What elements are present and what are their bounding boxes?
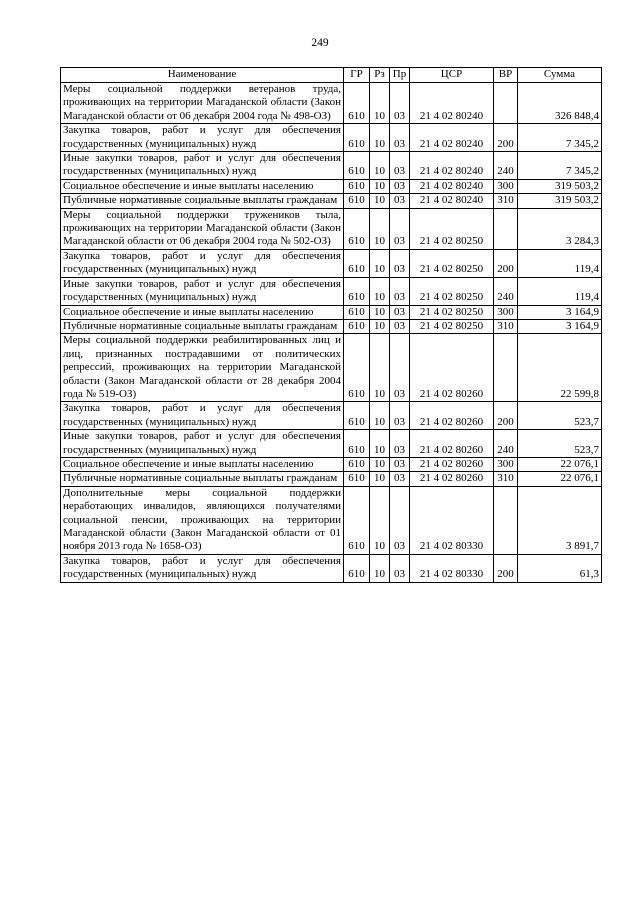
- row-sum: 22 076,1: [518, 457, 602, 471]
- row-csr: 21 4 02 80260: [410, 472, 494, 486]
- row-sum: 3 164,9: [518, 305, 602, 319]
- table-row: [61, 430, 602, 458]
- row-vr: 200: [494, 554, 518, 582]
- row-gr: 610: [344, 277, 370, 305]
- row-csr: 21 4 02 80260: [410, 402, 494, 430]
- row-rz: 10: [370, 208, 390, 249]
- row-pr: 03: [390, 124, 410, 152]
- header-csr: ЦСР: [410, 68, 494, 83]
- row-vr: 310: [494, 472, 518, 486]
- row-rz: 10: [370, 305, 390, 319]
- row-rz: 10: [370, 124, 390, 152]
- row-csr: 21 4 02 80240: [410, 194, 494, 208]
- row-csr: 21 4 02 80260: [410, 334, 494, 402]
- row-rz: 10: [370, 194, 390, 208]
- table-row: [61, 83, 602, 124]
- table-row: [61, 124, 602, 152]
- row-gr: 610: [344, 305, 370, 319]
- row-rz: 10: [370, 249, 390, 277]
- row-pr: 03: [390, 249, 410, 277]
- table-row: [61, 152, 602, 180]
- row-name: Иные закупки товаров, работ и услуг для обеспечения государственных (муниципальных) нужд: [61, 277, 344, 305]
- row-pr: 03: [390, 319, 410, 333]
- row-name: Закупка товаров, работ и услуг для обеспечения государственных (муниципальных) нужд: [61, 554, 344, 582]
- row-gr: 610: [344, 83, 370, 124]
- row-csr: 21 4 02 80250: [410, 319, 494, 333]
- row-vr: [494, 334, 518, 402]
- row-pr: 03: [390, 402, 410, 430]
- row-name: Иные закупки товаров, работ и услуг для обеспечения государственных (муниципальных) нужд: [61, 152, 344, 180]
- row-rz: 10: [370, 179, 390, 193]
- header-vr: ВР: [494, 68, 518, 83]
- row-vr: 200: [494, 249, 518, 277]
- table-row: [61, 486, 602, 554]
- row-gr: 610: [344, 472, 370, 486]
- row-name: Меры социальной поддержки реабилитированных лиц и лиц, признанных пострадавшими от политических репрессий, проживающих на территории Магаданской области (Закон Магаданской области от 28 декабря 2004 года № 519-ОЗ): [61, 334, 344, 402]
- row-sum: 61,3: [518, 554, 602, 582]
- row-rz: 10: [370, 554, 390, 582]
- row-name: Дополнительные меры социальной поддержки неработающих инвалидов, являющихся получателями социальной пенсии, проживающих на территории Магаданской области (Закон Магаданской области от 01 ноября 2013 года № 1658-ОЗ): [61, 486, 344, 554]
- row-csr: 21 4 02 80240: [410, 152, 494, 180]
- table-row: [61, 554, 602, 582]
- row-pr: 03: [390, 334, 410, 402]
- row-csr: 21 4 02 80240: [410, 83, 494, 124]
- row-name: Социальное обеспечение и иные выплаты населению: [61, 179, 344, 193]
- row-rz: 10: [370, 402, 390, 430]
- row-vr: 240: [494, 152, 518, 180]
- row-sum: 3 164,9: [518, 319, 602, 333]
- table-row: [61, 249, 602, 277]
- row-vr: 300: [494, 457, 518, 471]
- row-csr: 21 4 02 80240: [410, 124, 494, 152]
- row-sum: 22 599,8: [518, 334, 602, 402]
- table-row: [61, 277, 602, 305]
- row-gr: 610: [344, 208, 370, 249]
- row-gr: 610: [344, 430, 370, 458]
- header-gr: ГР: [344, 68, 370, 83]
- row-gr: 610: [344, 249, 370, 277]
- header-pr: Пр: [390, 68, 410, 83]
- row-rz: 10: [370, 277, 390, 305]
- row-sum: 319 503,2: [518, 179, 602, 193]
- row-vr: 240: [494, 277, 518, 305]
- row-csr: 21 4 02 80330: [410, 486, 494, 554]
- header-rz: Рз: [370, 68, 390, 83]
- row-name: Иные закупки товаров, работ и услуг для обеспечения государственных (муниципальных) нужд: [61, 430, 344, 458]
- header-sum: Сумма: [518, 68, 602, 83]
- row-gr: 610: [344, 554, 370, 582]
- table-row: [61, 208, 602, 249]
- row-name: Публичные нормативные социальные выплаты гражданам: [61, 319, 344, 333]
- table-row: [61, 457, 602, 471]
- row-vr: [494, 486, 518, 554]
- row-csr: 21 4 02 80240: [410, 179, 494, 193]
- table-row: [61, 194, 602, 208]
- row-vr: 240: [494, 430, 518, 458]
- row-vr: 300: [494, 305, 518, 319]
- row-pr: 03: [390, 472, 410, 486]
- row-csr: 21 4 02 80250: [410, 208, 494, 249]
- row-name: Меры социальной поддержки тружеников тыла, проживающих на территории Магаданской области (Закон Магаданской области от 06 декабря 2004 года № 502-ОЗ): [61, 208, 344, 249]
- row-gr: 610: [344, 402, 370, 430]
- table-body: [61, 83, 602, 583]
- row-pr: 03: [390, 486, 410, 554]
- row-pr: 03: [390, 208, 410, 249]
- row-csr: 21 4 02 80330: [410, 554, 494, 582]
- row-pr: 03: [390, 179, 410, 193]
- row-sum: 119,4: [518, 277, 602, 305]
- row-vr: 200: [494, 402, 518, 430]
- row-pr: 03: [390, 554, 410, 582]
- row-vr: 310: [494, 319, 518, 333]
- row-sum: 3 284,3: [518, 208, 602, 249]
- row-sum: 3 891,7: [518, 486, 602, 554]
- row-rz: 10: [370, 430, 390, 458]
- row-gr: 610: [344, 486, 370, 554]
- row-sum: 319 503,2: [518, 194, 602, 208]
- table-header-row: [61, 68, 602, 83]
- row-name: Социальное обеспечение и иные выплаты населению: [61, 457, 344, 471]
- row-csr: 21 4 02 80250: [410, 305, 494, 319]
- row-gr: 610: [344, 319, 370, 333]
- row-sum: 326 848,4: [518, 83, 602, 124]
- row-csr: 21 4 02 80250: [410, 277, 494, 305]
- table-row: [61, 319, 602, 333]
- row-sum: 523,7: [518, 430, 602, 458]
- row-name: Закупка товаров, работ и услуг для обеспечения государственных (муниципальных) нужд: [61, 402, 344, 430]
- budget-table: [60, 67, 602, 583]
- row-rz: 10: [370, 319, 390, 333]
- row-csr: 21 4 02 80260: [410, 457, 494, 471]
- row-pr: 03: [390, 194, 410, 208]
- row-name: Меры социальной поддержки ветеранов труда, проживающих на территории Магаданской области (Закон Магаданской области от 06 декабря 2004 года № 498-ОЗ): [61, 83, 344, 124]
- row-name: Закупка товаров, работ и услуг для обеспечения государственных (муниципальных) нужд: [61, 124, 344, 152]
- table-row: [61, 334, 602, 402]
- row-vr: 300: [494, 179, 518, 193]
- row-vr: 310: [494, 194, 518, 208]
- row-gr: 610: [344, 179, 370, 193]
- row-rz: 10: [370, 334, 390, 402]
- row-rz: 10: [370, 486, 390, 554]
- row-pr: 03: [390, 277, 410, 305]
- row-pr: 03: [390, 305, 410, 319]
- row-rz: 10: [370, 152, 390, 180]
- row-pr: 03: [390, 83, 410, 124]
- row-pr: 03: [390, 457, 410, 471]
- table-row: [61, 472, 602, 486]
- row-name: Публичные нормативные социальные выплаты гражданам: [61, 194, 344, 208]
- row-rz: 10: [370, 457, 390, 471]
- row-gr: 610: [344, 124, 370, 152]
- row-sum: 523,7: [518, 402, 602, 430]
- row-rz: 10: [370, 83, 390, 124]
- row-sum: 7 345,2: [518, 124, 602, 152]
- row-pr: 03: [390, 152, 410, 180]
- row-name: Публичные нормативные социальные выплаты гражданам: [61, 472, 344, 486]
- row-pr: 03: [390, 430, 410, 458]
- row-vr: [494, 208, 518, 249]
- row-sum: 7 345,2: [518, 152, 602, 180]
- row-rz: 10: [370, 472, 390, 486]
- table-row: [61, 179, 602, 193]
- row-vr: 200: [494, 124, 518, 152]
- row-name: Закупка товаров, работ и услуг для обеспечения государственных (муниципальных) нужд: [61, 249, 344, 277]
- row-sum: 119,4: [518, 249, 602, 277]
- table-row: [61, 402, 602, 430]
- page-number: 249: [311, 37, 329, 49]
- row-sum: 22 076,1: [518, 472, 602, 486]
- row-gr: 610: [344, 457, 370, 471]
- row-gr: 610: [344, 194, 370, 208]
- row-vr: [494, 83, 518, 124]
- row-csr: 21 4 02 80250: [410, 249, 494, 277]
- table-row: [61, 305, 602, 319]
- header-name: Наименование: [61, 68, 344, 83]
- row-name: Социальное обеспечение и иные выплаты населению: [61, 305, 344, 319]
- row-gr: 610: [344, 334, 370, 402]
- row-csr: 21 4 02 80260: [410, 430, 494, 458]
- row-gr: 610: [344, 152, 370, 180]
